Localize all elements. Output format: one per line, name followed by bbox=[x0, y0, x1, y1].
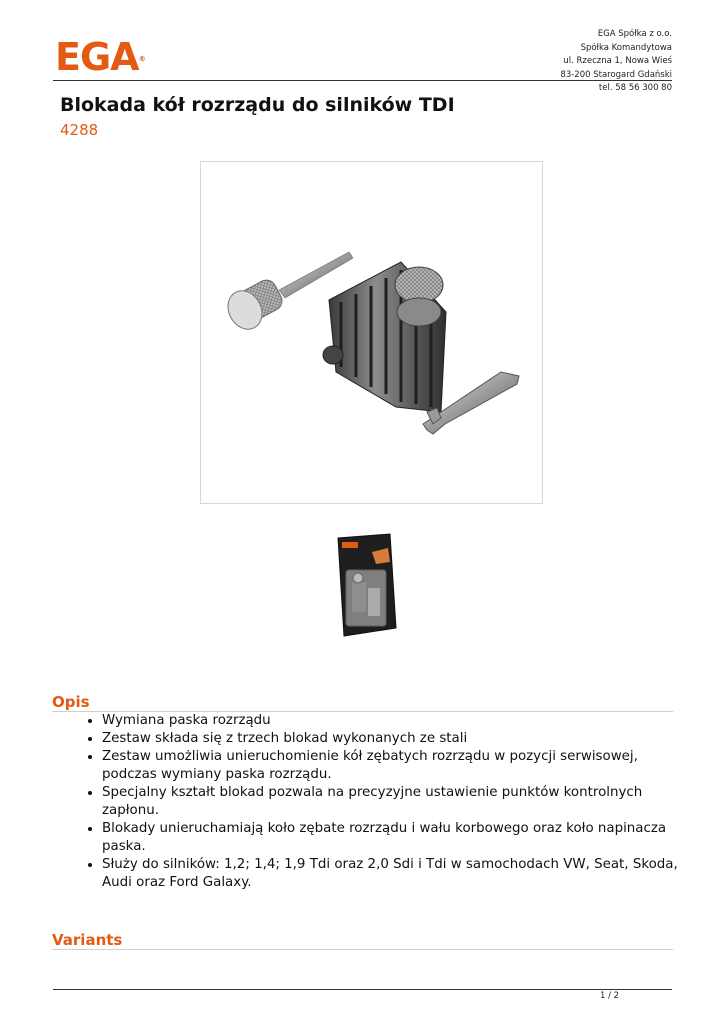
description-heading: Opis bbox=[52, 693, 90, 711]
timing-lock-tools-illustration bbox=[201, 162, 542, 503]
company-line: EGA Spółka z o.o. bbox=[597, 29, 672, 39]
company-line: 83-200 Starogard Gdański bbox=[560, 69, 672, 80]
company-phone: tel. 58 56 300 80 bbox=[598, 83, 672, 93]
header-divider bbox=[53, 80, 672, 81]
description-list bbox=[84, 712, 692, 892]
variants-divider bbox=[52, 949, 673, 950]
list-item: • Służy do silników: 1,2; 1,4; 1,9 Tdi oraz 2,0 Sdi i Tdi w samochodach VW, Seat, Skoda, Audi oraz Ford Galaxy. bbox=[102, 856, 692, 892]
variants-heading: Variants bbox=[52, 931, 123, 949]
product-title: Blokada kół rozrządu do silników TDI bbox=[60, 94, 455, 116]
list-item: • Blokady unieruchamiają koło zębate rozrządu i wału korbowego oraz koło napinacza paska. bbox=[102, 820, 692, 856]
ega-logo bbox=[55, 35, 146, 79]
logo-text: EGA bbox=[55, 35, 139, 79]
page-number: 1 / 2 bbox=[600, 991, 620, 1001]
list-item: • Specjalny kształt blokad pozwala na precyzyjne ustawienie punktów kontrolnych zapłonu. bbox=[102, 784, 692, 820]
packaging-thumbnail-illustration bbox=[332, 532, 402, 642]
product-thumbnail[interactable] bbox=[332, 532, 402, 642]
company-address bbox=[560, 28, 672, 96]
company-line: ul. Rzeczna 1, Nowa Wieś bbox=[563, 56, 672, 66]
list-item: • Zestaw składa się z trzech blokad wykonanych ze stali bbox=[102, 730, 692, 748]
list-item: • Wymiana paska rozrządu bbox=[102, 712, 692, 730]
footer-divider bbox=[53, 989, 672, 990]
list-item: • Zestaw umożliwia unieruchomienie kół zębatych rozrządu w pozycji serwisowej, podczas wymiany paska rozrządu. bbox=[102, 748, 692, 784]
product-code: 4288 bbox=[60, 121, 99, 139]
company-line: Spółka Komandytowa bbox=[580, 42, 672, 53]
product-main-image bbox=[200, 161, 543, 504]
gear-lock-icon bbox=[323, 262, 446, 412]
registered-mark: ® bbox=[138, 55, 146, 63]
